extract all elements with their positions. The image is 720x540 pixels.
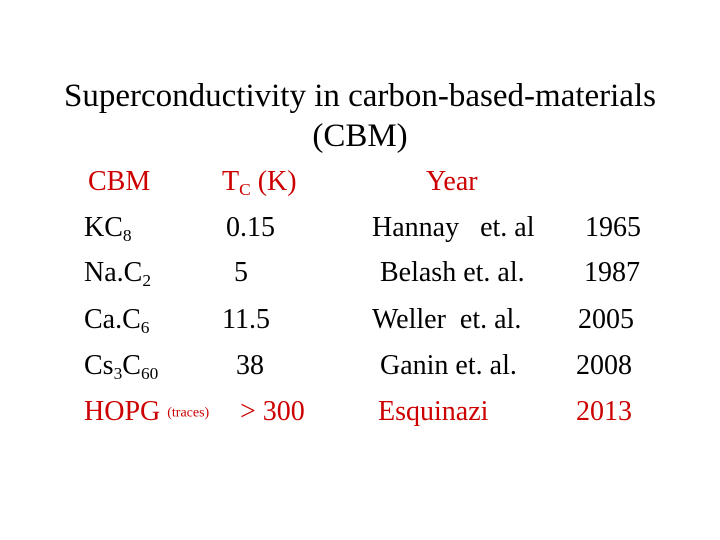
row-4-material-subscript-1: 3 (113, 364, 123, 384)
row-4-material-base-2: C (122, 350, 141, 381)
row-2-year: 1987 (584, 257, 640, 288)
row-5-tc: > 300 (240, 396, 305, 427)
row-5-year: 2013 (576, 396, 632, 427)
header-tc (222, 166, 297, 200)
slide-title-line-1: Superconductivity in carbon-based-materials (64, 78, 656, 114)
row-4-material-base-1: Cs (84, 350, 114, 381)
row-4-material (84, 350, 159, 384)
row-1-year: 1965 (585, 212, 641, 243)
row-4-tc: 38 (236, 350, 264, 381)
header-year: Year (426, 166, 478, 197)
slide-title-line-2: (CBM) (312, 118, 408, 154)
header-tc-subscript: C (239, 180, 251, 200)
row-4-author: Ganin et. al. (380, 350, 517, 381)
row-2-author: Belash et. al. (380, 257, 525, 288)
row-5-material (84, 398, 209, 426)
row-4-material-subscript-2: 60 (140, 364, 159, 384)
row-3-material (84, 304, 150, 338)
row-1-author: Hannay et. al (372, 212, 535, 243)
row-1-tc: 0.15 (226, 212, 275, 243)
row-2-material-subscript: 2 (142, 271, 152, 291)
row-3-tc: 11.5 (222, 304, 270, 335)
row-5-traces-note: (traces) (167, 405, 210, 421)
row-1-material (84, 212, 132, 246)
row-5-author: Esquinazi (378, 396, 489, 427)
row-4-year: 2008 (576, 350, 632, 381)
row-5-material-name: HOPG (84, 396, 161, 427)
row-2-tc: 5 (234, 257, 248, 288)
row-3-author: Weller et. al. (372, 304, 522, 335)
row-1-material-base: KC (84, 212, 123, 243)
header-material: CBM (88, 166, 151, 197)
row-2-material-base: Na.C (84, 257, 143, 288)
row-2-material (84, 257, 152, 291)
header-tc-symbol: T (222, 166, 240, 197)
row-3-material-base: Ca.C (84, 304, 141, 335)
row-3-year: 2005 (578, 304, 634, 335)
row-1-material-subscript: 8 (122, 226, 132, 246)
header-tc-unit: (K) (250, 166, 297, 197)
row-3-material-subscript: 6 (140, 318, 150, 338)
